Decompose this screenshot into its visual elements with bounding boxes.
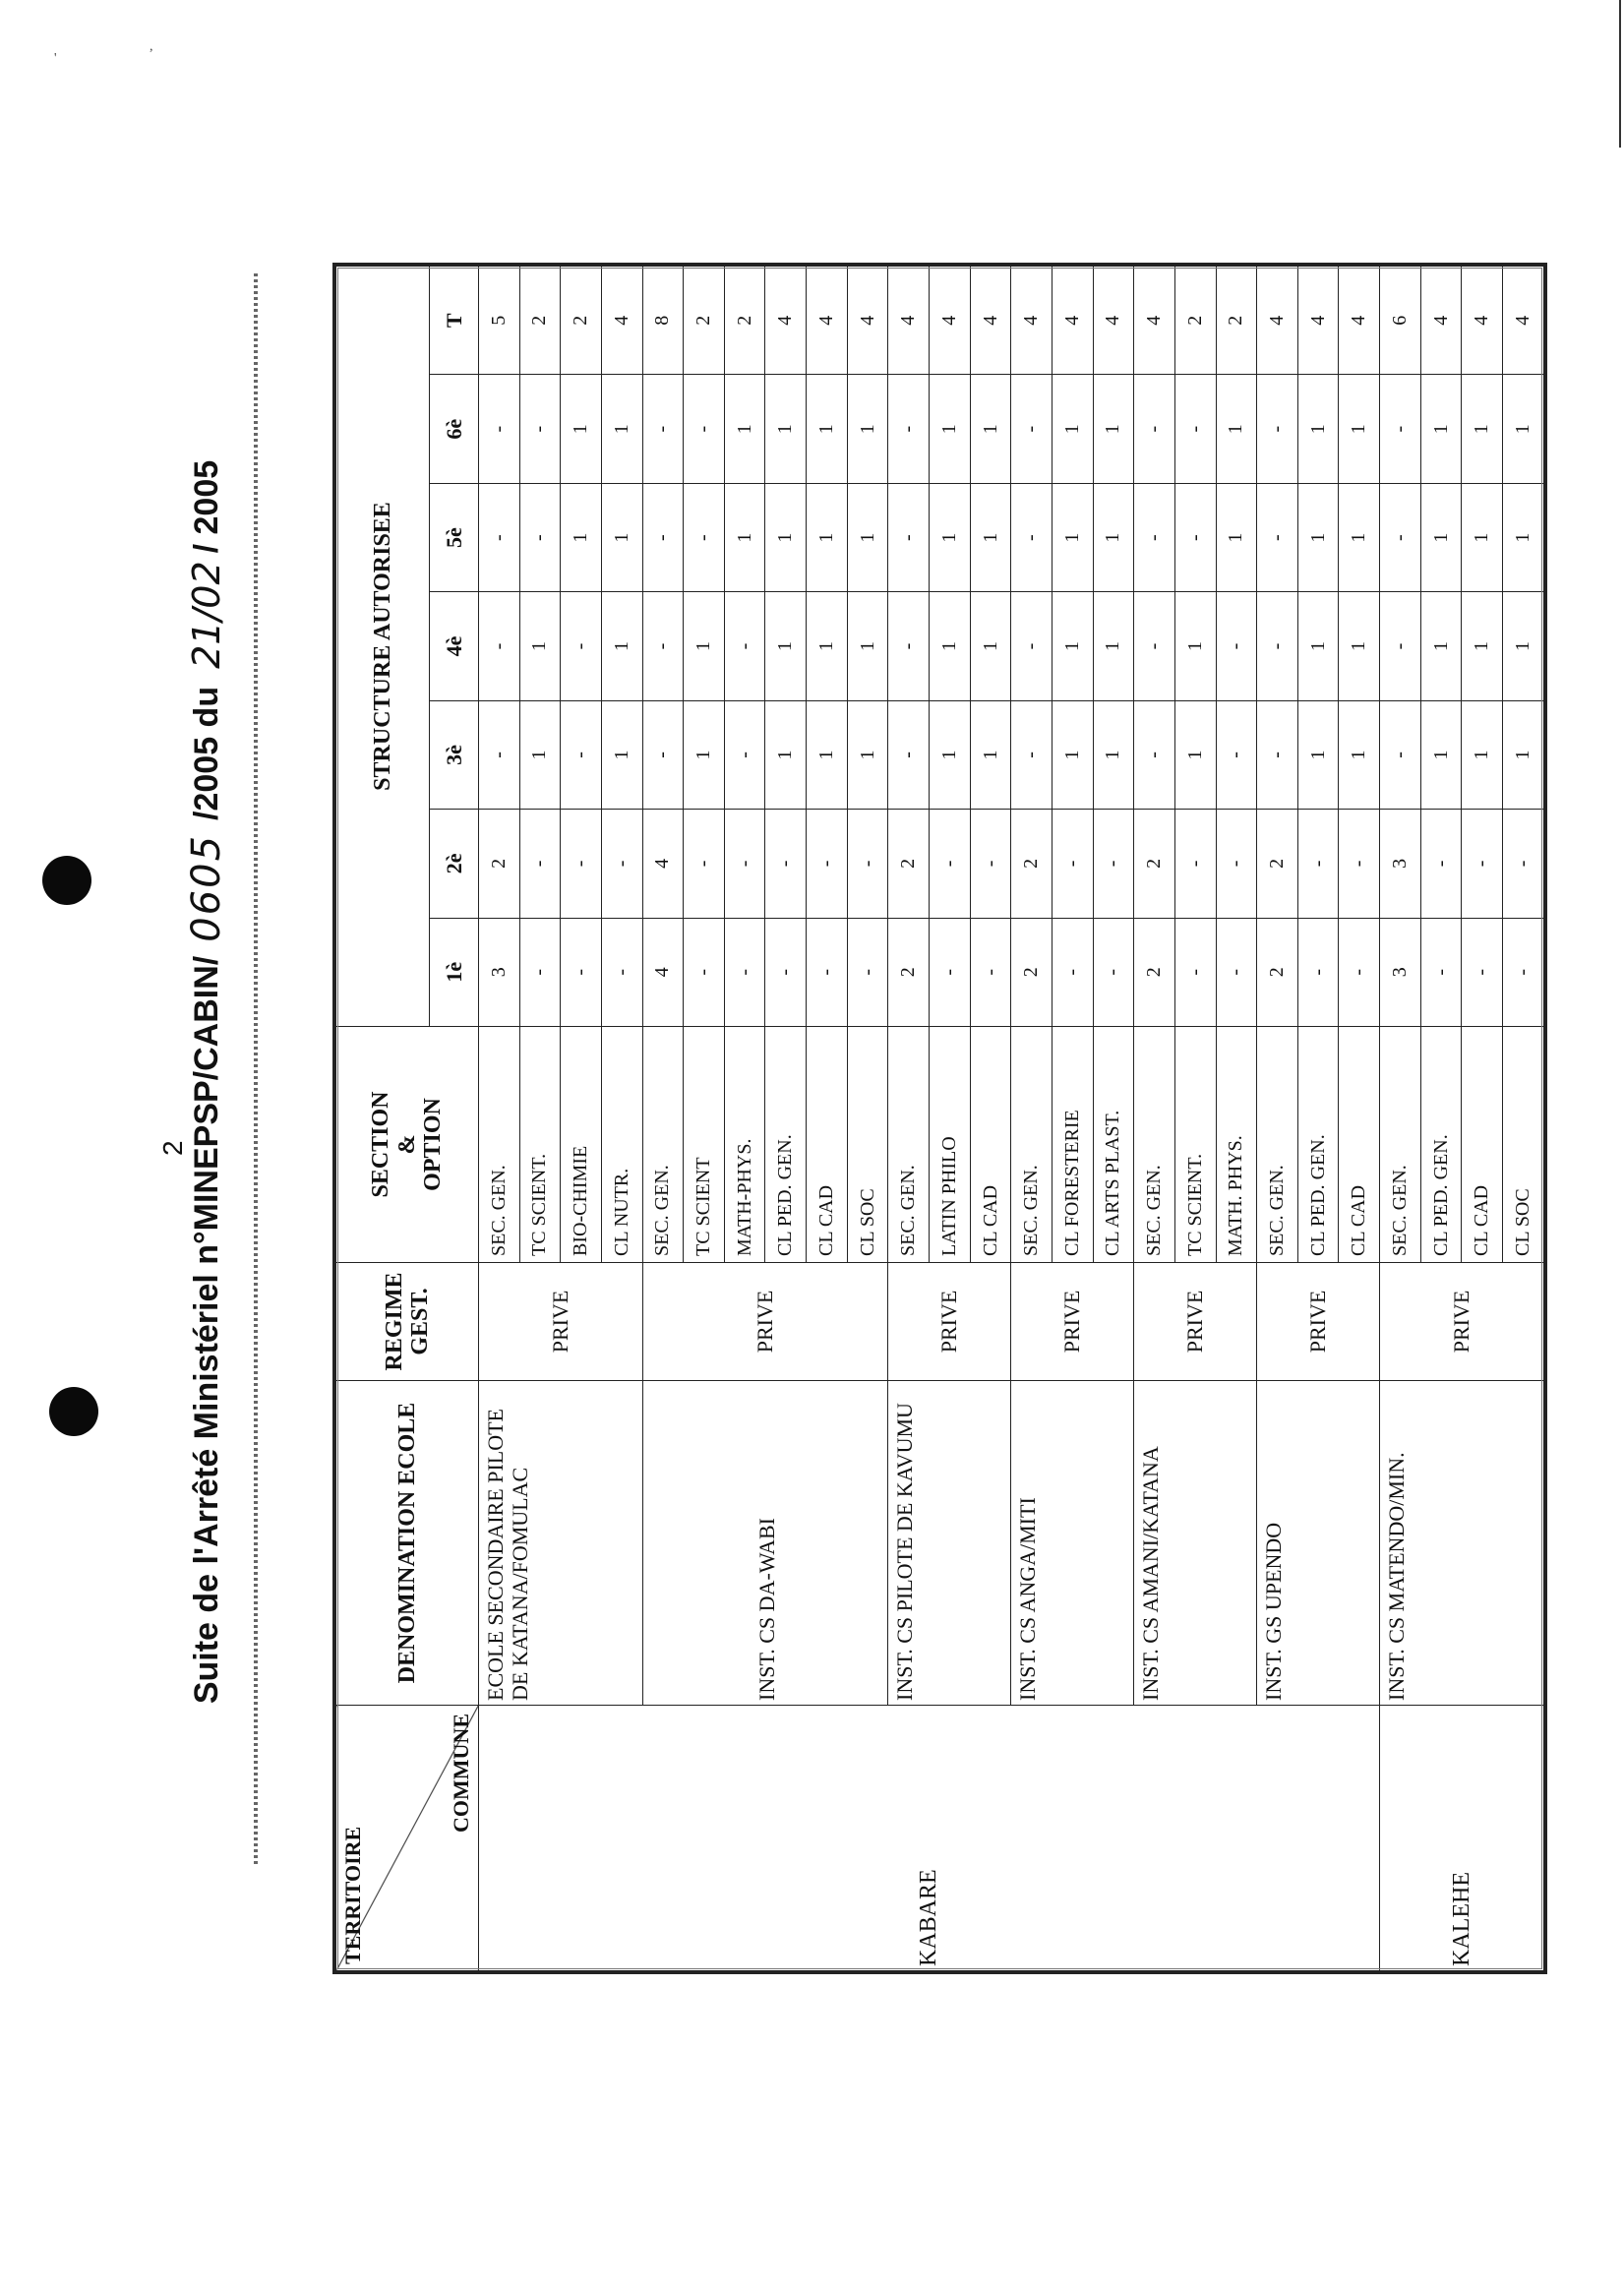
year-count-cell: 1 [1462,375,1503,483]
year-count-cell: 1 [930,375,971,483]
year-count-cell: 1 [847,700,888,809]
year-count-cell: 1 [847,375,888,483]
year-count-cell: - [1503,918,1544,1026]
year-count-cell: 2 [1134,918,1175,1026]
year-count-cell: - [1134,375,1175,483]
year-count-cell: - [1257,592,1298,700]
year-count-cell: 1 [765,700,807,809]
year-count-cell: 1 [1093,700,1134,809]
total-cell: 4 [847,267,888,375]
year-count-cell: 1 [1503,592,1544,700]
year-count-cell: 1 [930,592,971,700]
year-count-cell: 2 [1011,918,1053,1026]
year-count-cell: 3 [1380,810,1421,918]
year-count-cell: - [1380,375,1421,483]
year-count-cell: 3 [1380,918,1421,1026]
year-count-cell: 1 [1297,375,1339,483]
year-count-cell: 1 [724,483,765,591]
page-number: 2 [157,1140,188,1156]
year-count-cell: - [642,375,684,483]
total-cell: 8 [642,267,684,375]
year-count-cell: - [1174,810,1216,918]
section-cell: CL CAD [807,1027,848,1263]
year-count-cell: - [1257,375,1298,483]
year-count-cell: 1 [807,483,848,591]
year-count-cell: 1 [1297,592,1339,700]
year-count-cell: 1 [1462,483,1503,591]
school-name-cell: ECOLE SECONDAIRE PILOTE DE KATANA/FOMULAC [479,1381,643,1706]
school-name-cell: INST. CS MATENDO/MIN. [1380,1381,1544,1706]
total-cell: 2 [519,267,561,375]
year-count-cell: 1 [1462,592,1503,700]
year-count-cell: - [642,483,684,591]
total-cell: 6 [1380,267,1421,375]
title-underline [254,271,258,1864]
year-count-cell: 1 [601,700,642,809]
title-separator: /2005 du [187,686,225,820]
year-count-cell: 1 [1420,483,1462,591]
total-cell: 4 [970,267,1011,375]
header-section-line1: SECTION [368,1091,394,1198]
year-count-cell: 1 [807,700,848,809]
year-count-cell: - [724,810,765,918]
header-structure: STRUCTURE AUTORISEE [336,267,430,1027]
section-cell: CL PED. GEN. [765,1027,807,1263]
total-cell: 4 [1420,267,1462,375]
title-prefix: Suite de l'Arrêté Ministériel n°MINEPSP/CABIN/ [187,955,225,1705]
year-count-cell: - [1420,810,1462,918]
year-count-cell: - [1380,483,1421,591]
total-cell: 2 [1216,267,1257,375]
year-count-cell: - [519,483,561,591]
year-count-cell: - [970,810,1011,918]
year-count-cell: - [601,918,642,1026]
year-count-cell: 2 [1011,810,1053,918]
section-cell: SEC. GEN. [642,1027,684,1263]
year-count-cell: - [1174,375,1216,483]
year-count-cell: - [1216,700,1257,809]
year-count-cell: 1 [1503,700,1544,809]
year-count-cell: 1 [1420,592,1462,700]
year-count-cell: - [479,375,520,483]
regime-cell: PRIVE [1380,1263,1544,1381]
structure-table [335,266,1544,1971]
year-count-cell: 1 [1420,375,1462,483]
year-count-cell: 4 [642,918,684,1026]
year-count-cell: 2 [479,810,520,918]
year-count-cell: 1 [1174,592,1216,700]
year-count-cell: 2 [888,918,930,1026]
total-cell: 4 [888,267,930,375]
section-cell: CL CAD [970,1027,1011,1263]
school-name-cell: INST. CS PILOTE DE KAVUMU [888,1381,1011,1706]
year-count-cell: - [847,810,888,918]
year-count-cell: 1 [970,592,1011,700]
year-count-cell: - [1011,700,1053,809]
year-count-cell: 1 [970,483,1011,591]
scan-mark: , [150,39,153,54]
section-cell: CL SOC [847,1027,888,1263]
header-commune: COMMUNE [449,1714,473,1833]
year-count-cell: 1 [1503,375,1544,483]
year-count-cell: - [724,918,765,1026]
regime-cell: PRIVE [1011,1263,1134,1381]
year-count-cell: 1 [930,700,971,809]
year-count-cell: 1 [684,700,725,809]
year-count-cell: - [684,918,725,1026]
year-count-cell: - [930,810,971,918]
section-cell: MATH. PHYS. [1216,1027,1257,1263]
year-count-cell: - [684,375,725,483]
year-count-cell: 1 [765,375,807,483]
year-count-cell: 1 [847,483,888,591]
total-cell: 4 [765,267,807,375]
year-count-cell: - [479,592,520,700]
year-count-cell: - [1297,810,1339,918]
section-cell: CL FORESTERIE [1052,1027,1093,1263]
header-section-line2: & [393,1134,420,1155]
section-cell: CL PED. GEN. [1420,1027,1462,1263]
year-count-cell: 1 [1297,700,1339,809]
year-count-cell: 1 [1339,375,1380,483]
year-count-cell: - [519,375,561,483]
year-count-cell: - [970,918,1011,1026]
year-count-cell: 1 [847,592,888,700]
total-cell: 4 [1052,267,1093,375]
year-count-cell: - [1093,810,1134,918]
year-count-cell: - [1297,918,1339,1026]
section-cell: CL PED. GEN. [1297,1027,1339,1263]
year-count-cell: - [807,918,848,1026]
year-count-cell: - [1174,483,1216,591]
year-count-cell: - [1462,918,1503,1026]
year-count-cell: 1 [601,375,642,483]
year-count-cell: - [888,483,930,591]
year-count-cell: 1 [1093,483,1134,591]
total-cell: 4 [1257,267,1298,375]
year-count-cell: - [519,810,561,918]
header-regime: REGIME GEST. [336,1263,479,1381]
regime-cell: PRIVE [479,1263,643,1381]
year-count-cell: - [601,810,642,918]
section-cell: SEC. GEN. [479,1027,520,1263]
year-count-cell: 1 [1052,592,1093,700]
year-count-cell: 1 [724,375,765,483]
year-count-cell: - [1052,918,1093,1026]
table-row [479,267,520,1971]
year-count-cell: - [561,592,602,700]
year-count-cell: - [1011,483,1053,591]
year-count-cell: - [519,918,561,1026]
year-count-cell: - [1216,592,1257,700]
total-cell: 4 [1462,267,1503,375]
year-count-cell: 1 [1503,483,1544,591]
header-denomination: DENOMINATION ECOLE [336,1381,479,1706]
header-year: 2è [430,810,479,918]
header-year: T [430,267,479,375]
section-cell: LATIN PHILO [930,1027,971,1263]
year-count-cell: 1 [970,375,1011,483]
total-cell: 2 [561,267,602,375]
section-cell: SEC. GEN. [1257,1027,1298,1263]
year-count-cell: 1 [684,592,725,700]
year-count-cell: - [1134,483,1175,591]
year-count-cell: 1 [1462,700,1503,809]
total-cell: 4 [1297,267,1339,375]
section-cell: SEC. GEN. [888,1027,930,1263]
year-count-cell: - [479,483,520,591]
year-count-cell: 1 [1339,483,1380,591]
total-cell: 2 [684,267,725,375]
year-count-cell: - [724,592,765,700]
header-year: 1è [430,918,479,1026]
structure-table-frame [332,263,1547,1974]
year-count-cell: 1 [1339,700,1380,809]
year-count-cell: 1 [1216,375,1257,483]
year-count-cell: 1 [930,483,971,591]
year-count-cell: 2 [888,810,930,918]
section-cell: CL CAD [1339,1027,1380,1263]
total-cell: 5 [479,267,520,375]
year-count-cell: 1 [765,483,807,591]
total-cell: 4 [930,267,971,375]
year-count-cell: - [1011,592,1053,700]
header-year: 6è [430,375,479,483]
year-count-cell: - [1052,810,1093,918]
year-count-cell: - [724,700,765,809]
total-cell: 4 [1134,267,1175,375]
year-count-cell: - [1339,810,1380,918]
header-section [336,1027,479,1263]
year-count-cell: 1 [1052,375,1093,483]
year-count-cell: - [765,810,807,918]
scan-mark: ' [54,51,57,66]
header-year: 4è [430,592,479,700]
header-territoire: TERRITOIRE [340,1826,365,1964]
total-cell: 4 [1011,267,1053,375]
territoire-commune-header [336,1706,479,1971]
year-count-cell: 2 [1257,918,1298,1026]
year-count-cell: 1 [561,483,602,591]
handwritten-date: 21/02 [185,561,228,669]
regime-cell: PRIVE [642,1263,888,1381]
year-count-cell: - [888,592,930,700]
year-count-cell: - [1134,592,1175,700]
year-count-cell: 1 [601,483,642,591]
total-cell: 4 [1339,267,1380,375]
section-cell: TC SCIENT. [519,1027,561,1263]
year-count-cell: 1 [1093,375,1134,483]
school-name-cell: INST. CS ANGA/MITI [1011,1381,1134,1706]
school-name-cell: INST. CS AMANI/KATANA [1134,1381,1257,1706]
total-cell: 4 [601,267,642,375]
year-count-cell: - [1174,918,1216,1026]
year-count-cell: 1 [1174,700,1216,809]
total-cell: 2 [1174,267,1216,375]
section-cell: MATH-PHYS. [724,1027,765,1263]
year-count-cell: 1 [519,592,561,700]
year-count-cell: 2 [1134,810,1175,918]
year-count-cell: - [1380,700,1421,809]
year-count-cell: 3 [479,918,520,1026]
year-count-cell: - [1257,700,1298,809]
year-count-cell: - [1216,810,1257,918]
header-year: 5è [430,483,479,591]
total-cell: 4 [1093,267,1134,375]
year-count-cell: 1 [601,592,642,700]
year-count-cell: - [807,810,848,918]
year-count-cell: 1 [1093,592,1134,700]
year-count-cell: - [642,592,684,700]
year-count-cell: 1 [519,700,561,809]
year-count-cell: - [684,483,725,591]
section-cell: CL CAD [1462,1027,1503,1263]
year-count-cell: 1 [1297,483,1339,591]
table-row [1380,267,1421,1971]
year-count-cell: 1 [765,592,807,700]
year-count-cell: 2 [1257,810,1298,918]
header-section-line3: OPTION [420,1098,447,1191]
section-cell: SEC. GEN. [1011,1027,1053,1263]
total-cell: 4 [1503,267,1544,375]
year-count-cell: - [1380,592,1421,700]
section-cell: SEC. GEN. [1380,1027,1421,1263]
year-count-cell: 1 [1339,592,1380,700]
year-count-cell: - [1503,810,1544,918]
regime-cell: PRIVE [1257,1263,1380,1381]
document-title [172,271,241,1894]
year-count-cell: 1 [1420,700,1462,809]
section-cell: BIO-CHIMIE [561,1027,602,1263]
year-count-cell: - [642,700,684,809]
year-count-cell: - [684,810,725,918]
year-count-cell: 4 [642,810,684,918]
year-count-cell: - [847,918,888,1026]
year-count-cell: - [1339,918,1380,1026]
year-count-cell: 1 [561,375,602,483]
year-count-cell: - [1011,375,1053,483]
year-count-cell: - [1216,918,1257,1026]
year-count-cell: 1 [807,375,848,483]
year-count-cell: - [1462,810,1503,918]
school-name-cell: INST. GS UPENDO [1257,1381,1380,1706]
section-cell: CL NUTR. [601,1027,642,1263]
regime-cell: PRIVE [1134,1263,1257,1381]
header-year: 3è [430,700,479,809]
handwritten-number: 0605 [184,833,229,942]
year-count-cell: - [561,810,602,918]
year-count-cell: 1 [1216,483,1257,591]
title-year: / 2005 [187,459,225,554]
year-count-cell: - [1420,918,1462,1026]
territory-cell: KABARE [479,1706,1380,1971]
total-cell: 4 [807,267,848,375]
year-count-cell: - [1093,918,1134,1026]
year-count-cell: 1 [1052,483,1093,591]
school-name-cell: INST. CS DA-WABI [642,1381,888,1706]
regime-cell: PRIVE [888,1263,1011,1381]
year-count-cell: 1 [970,700,1011,809]
territory-cell: KALEHE [1380,1706,1544,1971]
section-cell: CL ARTS PLAST. [1093,1027,1134,1263]
section-cell: TC SCIENT. [1174,1027,1216,1263]
year-count-cell: - [561,918,602,1026]
year-count-cell: - [888,700,930,809]
year-count-cell: 1 [807,592,848,700]
year-count-cell: 1 [1052,700,1093,809]
section-cell: CL SOC [1503,1027,1544,1263]
year-count-cell: - [1257,483,1298,591]
year-count-cell: - [888,375,930,483]
section-cell: SEC. GEN. [1134,1027,1175,1263]
year-count-cell: - [765,918,807,1026]
year-count-cell: - [479,700,520,809]
total-cell: 2 [724,267,765,375]
year-count-cell: - [1134,700,1175,809]
section-cell: TC SCIENT [684,1027,725,1263]
year-count-cell: - [930,918,971,1026]
year-count-cell: - [561,700,602,809]
